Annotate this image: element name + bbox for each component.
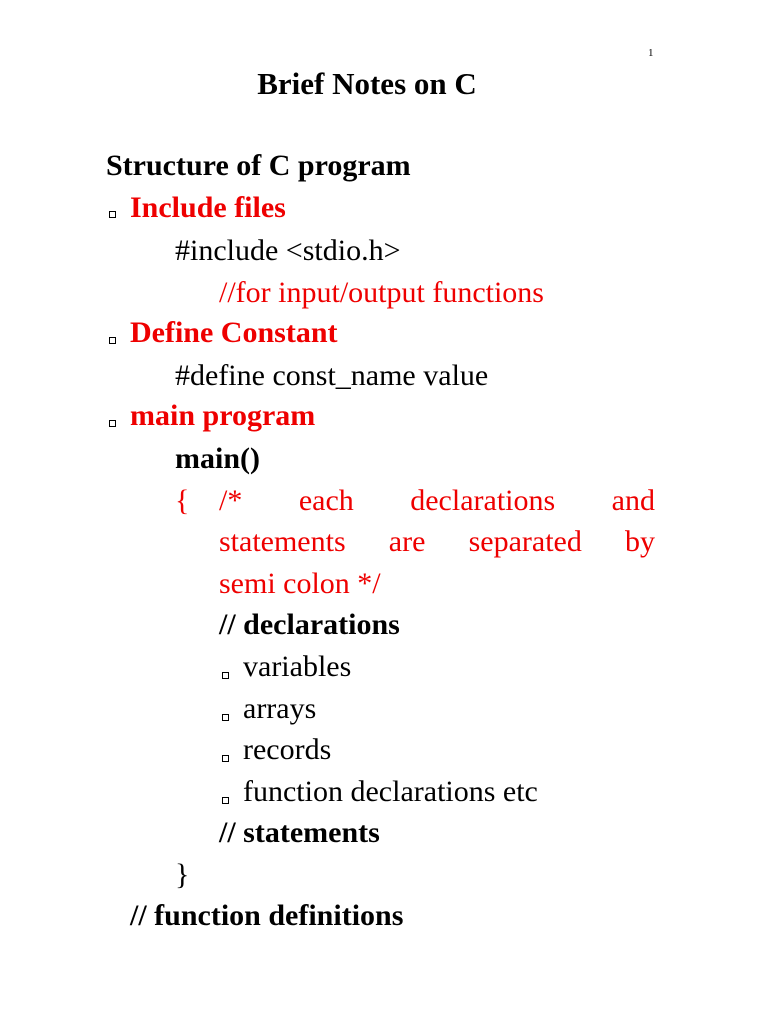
include-comment: //for input/output functions [219,276,544,309]
statements-heading: // statements [219,816,380,849]
bullet-icon [222,672,229,679]
main-signature: main() [175,442,260,475]
include-code: #include <stdio.h> [175,234,401,267]
declaration-item: variables [243,650,352,683]
comment-line-3: semi colon */ [219,567,381,600]
comment-word: /* [219,484,243,517]
section-heading: Structure of C program [106,149,411,182]
page-title: Brief Notes on C [257,66,477,101]
bullet-icon [109,420,116,427]
declaration-item: records [243,733,332,766]
bullet-icon [109,211,116,218]
bullet-icon [109,337,116,344]
comment-line-2 [219,524,655,560]
function-definitions-label: // function definitions [130,899,404,932]
comment-word: by [625,525,655,558]
comment-word: each [298,484,354,517]
define-code: #define const_name value [175,359,489,392]
main-program-label: main program [130,399,316,432]
comment-word: and [611,484,655,517]
declaration-item: arrays [243,692,317,725]
comment-word: statements [219,525,346,558]
comment-word: are [388,525,426,558]
close-brace: } [175,858,190,891]
bullet-icon [222,797,229,804]
comment-line-1 [219,483,655,519]
declarations-heading: // declarations [219,608,400,641]
page-number: 1 [648,47,654,59]
comment-word: separated [468,525,582,558]
declaration-item: function declarations etc [243,775,538,808]
define-constant-label: Define Constant [130,316,338,349]
comment-word: declarations [410,484,556,517]
bullet-icon [222,714,229,721]
open-brace: { [175,484,190,517]
bullet-icon [222,755,229,762]
include-files-label: Include files [130,191,286,224]
